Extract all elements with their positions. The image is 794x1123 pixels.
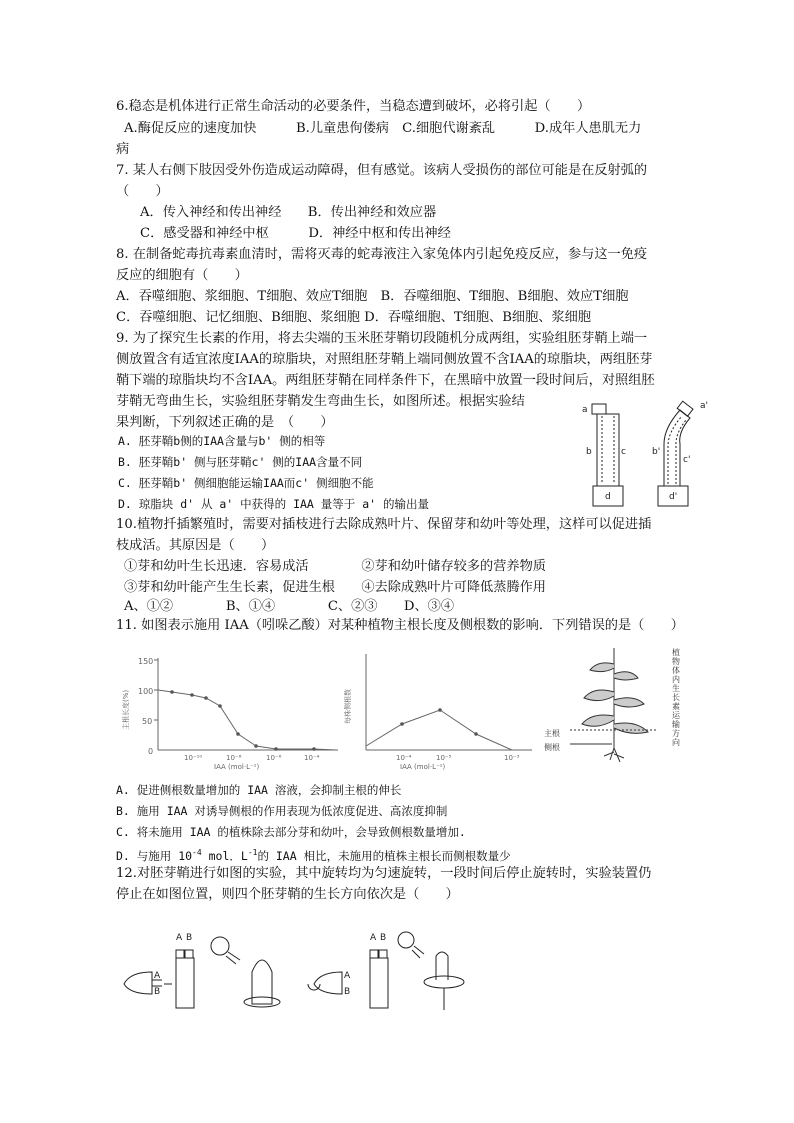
- q7-options-1: A．传入神经和传出神经 B．传出神经和效应器: [140, 205, 437, 220]
- x-axis-label: IAA (mol·L⁻¹): [214, 763, 260, 770]
- svg-text:A: A: [370, 933, 377, 943]
- x-tick-2: 10⁻⁸: [226, 754, 242, 762]
- q11-option-d: D. 与施用 $10^{-4}$ mol．$L^{-1}$的 IAA 相比，未施用的植株主根长而侧根数量少: [116, 848, 511, 863]
- y-tick-50: 50: [142, 717, 153, 726]
- q8-stem-2: 反应的细胞有（ ）: [116, 268, 248, 283]
- plant-transport-direction-label: 植物体内生长素运输方向: [672, 648, 680, 747]
- agar-block-a: [592, 404, 606, 414]
- q7-paren: （ ）: [116, 184, 169, 199]
- q9-line-2: 侧放置含有适宜浓度IAA的琼脂块，对照组胚芽鞘上端同侧放置不含IAA的琼脂块，两组胚芽: [116, 352, 653, 367]
- y-tick-150: 150: [138, 657, 154, 666]
- svg-text:B: B: [186, 933, 193, 943]
- svg-text:A: A: [344, 971, 351, 981]
- q11-stem: 11. 如图表示施用 IAA（吲哚乙酸）对某种植物主根长度及侧根数的影响．下列错误的是（ ）: [116, 618, 684, 633]
- q6-options: A.酶促反应的速度加快 B.儿童患佝偻病 C.细胞代谢紊乱 D.成年人患肌无力: [124, 121, 642, 136]
- q10-choices: A、①② B、①④ C、②③ D、③④: [124, 599, 455, 614]
- q10-line-1: 10.植物扦插繁殖时，需要对插枝进行去除成熟叶片、保留芽和幼叶等处理，这样可以促进插: [116, 517, 652, 532]
- q12-experiment-figure: [118, 928, 498, 1014]
- q11-option-c: C. 将未施用 IAA 的植株除去部分芽和幼叶，会导致侧根数量增加.: [116, 825, 466, 839]
- label-a: a: [582, 405, 588, 415]
- q10-line-2: 枝成活。其原因是（ ）: [116, 538, 275, 553]
- q12-line-2: 停止在如图位置，则四个胚芽鞘的生长方向依次是（ ）: [116, 887, 459, 902]
- q8-options-1: A．吞噬细胞、浆细胞、T细胞、效应T细胞 B．吞噬细胞、T细胞、B细胞、效应T细胞: [116, 289, 629, 304]
- x-tick-3: 10⁻³: [504, 754, 520, 762]
- q7-options-2: C．感受器和神经中枢 D．神经中枢和传出神经: [140, 226, 451, 241]
- q7-stem: 7. 某人右侧下肢因受外伤造成运动障碍，但有感觉。该病人受损伤的部位可能是在反射弧的: [116, 163, 648, 178]
- agar-block-a2: [677, 401, 693, 416]
- svg-text:A: A: [154, 971, 161, 981]
- x-axis-label: IAA (mol·L⁻¹): [400, 763, 446, 770]
- q9-line-3: 鞘下端的琼脂块均不含IAA。两组胚芽鞘在同样条件下，在黑暗中放置一段时间后，对照组胚: [116, 373, 655, 388]
- label-a2: a': [700, 401, 708, 411]
- q11-plant-illustration: [532, 644, 662, 766]
- label-lateral-root: 侧根: [544, 743, 560, 752]
- q9-option-c: C. 胚芽鞘b' 侧细胞能运输IAA而c' 侧细胞不能: [118, 476, 374, 490]
- x-tick-1: 10⁻¹⁰: [184, 754, 203, 762]
- q11-option-b: B. 施用 IAA 对诱导侧根的作用表现为低浓度促进、高浓度抑制: [116, 804, 448, 818]
- q6-options-cont: 病: [116, 142, 130, 157]
- y-tick-0: 0: [148, 747, 154, 756]
- q11-option-a: A. 促进侧根数量增加的 IAA 溶液，会抑制主根的伸长: [116, 783, 402, 797]
- q10-statements-2: ③芽和幼叶能产生生长素，促进生根 ④去除成熟叶片可降低蒸腾作用: [124, 580, 546, 595]
- label-b: b: [586, 447, 592, 457]
- x-tick-2: 10⁻⁵: [436, 754, 452, 762]
- q8-options-2: C．吞噬细胞、记忆细胞、B细胞、浆细胞 D．吞噬细胞、T细胞、B细胞、浆细胞: [116, 310, 592, 325]
- y-axis-label: 每株侧根数: [344, 689, 352, 724]
- q8-stem: 8. 在制备蛇毒抗毒素血清时，需将灭毒的蛇毒液注入家兔体内引起免疫反应，参与这一免疫: [116, 247, 648, 262]
- q9-coleoptile-figure: [576, 398, 726, 510]
- x-tick-4: 10⁻⁴: [304, 754, 320, 762]
- label-c2: c': [683, 455, 691, 465]
- svg-text:B: B: [344, 987, 351, 997]
- q10-statements-1: ①芽和幼叶生长迅速．容易成活 ②芽和幼叶储存较多的营养物质: [124, 559, 546, 574]
- q6-stem: 6.稳态是机体进行正常生命活动的必要条件，当稳态遭到破坏，必将引起（ ）: [116, 99, 591, 114]
- q9-option-d: D. 琼脂块 d' 从 a' 中获得的 IAA 量等于 a' 的输出量: [118, 497, 429, 511]
- x-tick-3: 10⁻⁶: [266, 754, 282, 762]
- y-tick-100: 100: [138, 687, 154, 696]
- q11-chart-main-root-length: [114, 650, 346, 770]
- q9-line-5: 果判断，下列叙述正确的是 （ ）: [116, 415, 334, 430]
- svg-text:B: B: [154, 987, 161, 997]
- svg-text:B: B: [380, 933, 387, 943]
- q12-line-1: 12.对胚芽鞘进行如图的实验，其中旋转均为匀速旋转，一段时间后停止旋转时，实验装置仍: [116, 866, 652, 881]
- label-main-root: 主根: [544, 729, 560, 738]
- label-d2: d': [669, 492, 678, 502]
- y-axis-label: 主根长度(%): [122, 689, 130, 730]
- label-c: c: [621, 447, 626, 457]
- q11-chart-lateral-root-count: [336, 650, 536, 770]
- q9-option-a: A. 胚芽鞘b侧的IAA含量与b' 侧的相等: [118, 434, 326, 448]
- label-b2: b': [652, 447, 661, 457]
- x-tick-1: 10⁻⁴: [396, 754, 412, 762]
- label-d: d: [605, 492, 611, 502]
- q9-option-b: B. 胚芽鞘b' 侧与胚芽鞘c' 侧的IAA含量不同: [118, 455, 363, 469]
- q9-line-1: 9. 为了探究生长素的作用，将去尖端的玉米胚芽鞘切段随机分成两组，实验组胚芽鞘上端一: [116, 331, 648, 346]
- svg-text:A: A: [176, 933, 183, 943]
- q9-line-4: 芽鞘无弯曲生长，实验组胚芽鞘发生弯曲生长，如图所述。根据实验结: [116, 394, 525, 409]
